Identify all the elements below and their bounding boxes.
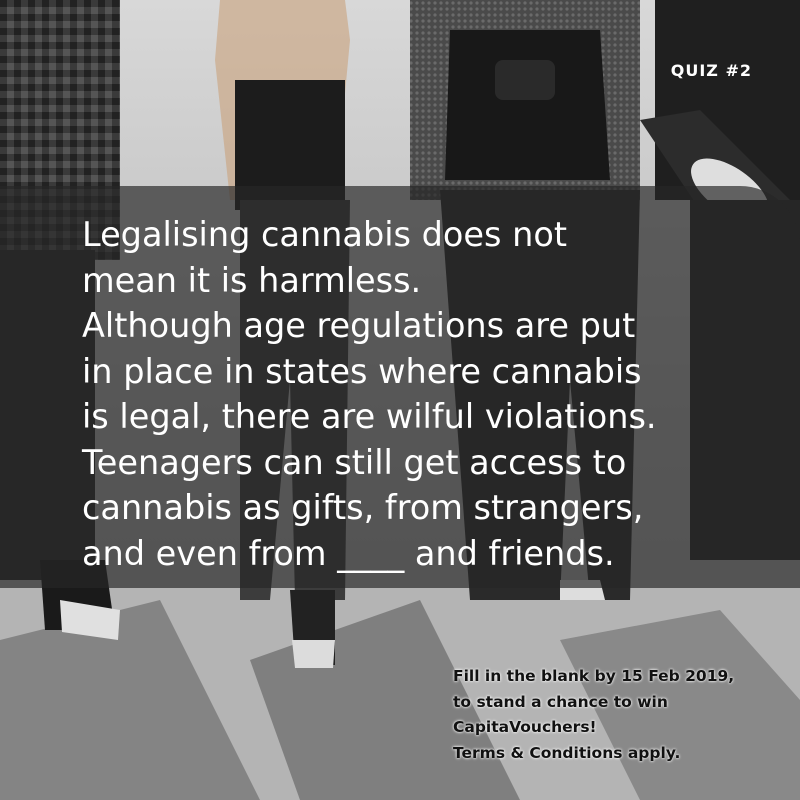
terms-line: Terms & Conditions apply. — [453, 743, 681, 762]
quiz-number-label: QUIZ #2 — [670, 61, 752, 80]
question-line: Although age regulations are put — [82, 306, 636, 345]
prize-line: to stand a chance to win — [453, 692, 668, 711]
question-line: Teenagers can still get access to — [82, 442, 627, 482]
question-text — [82, 212, 782, 576]
question-line: and even from ____ and friends. — [82, 533, 615, 573]
question-line: in place in states where cannabis — [82, 351, 642, 391]
question-line: is legal, there are wilful violations. — [82, 397, 657, 436]
deadline-line: Fill in the blank by 15 Feb 2019, — [453, 667, 735, 685]
contest-instructions — [453, 664, 734, 766]
question-line: mean it is harmless. — [82, 260, 422, 300]
question-line: cannabis as gifts, from strangers, — [82, 488, 644, 527]
question-line: Legalising cannabis does not — [82, 215, 567, 254]
prize-name-line: CapitaVouchers! — [453, 718, 597, 736]
